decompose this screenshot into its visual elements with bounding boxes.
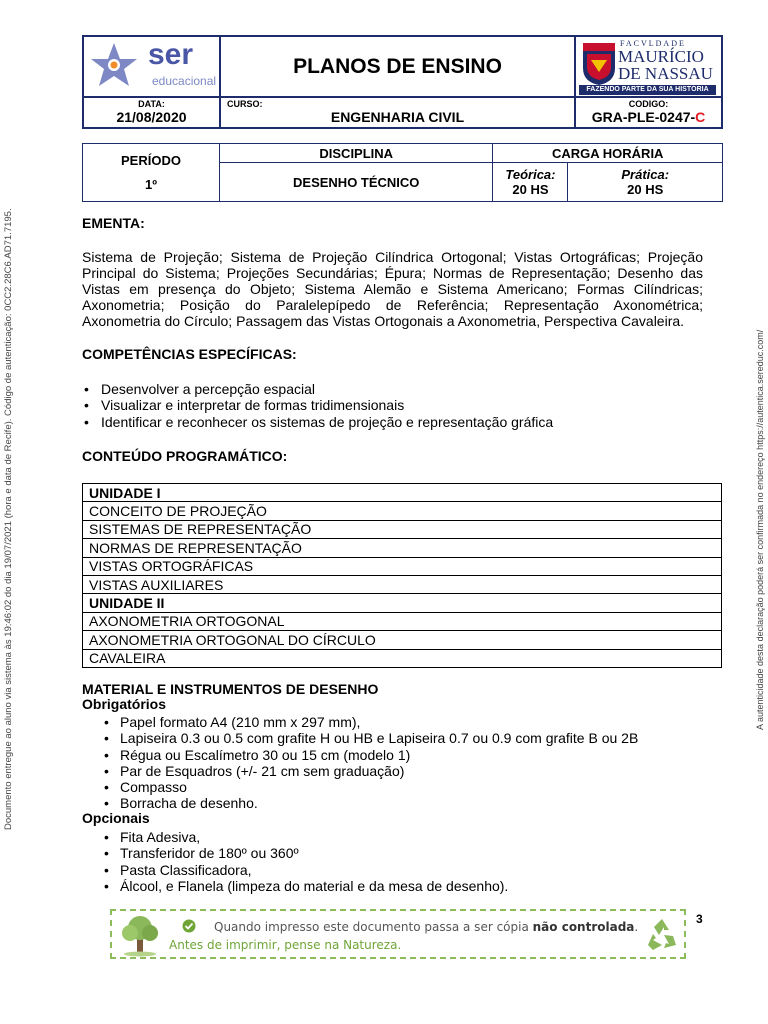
banner-text-a: Quando impresso este documento passa a ser cópia	[214, 920, 533, 934]
table-cell: AXONOMETRIA ORTOGONAL DO CÍRCULO	[83, 631, 722, 649]
faculdade-line1: MAURÍCIO	[618, 47, 704, 66]
ementa-text: Sistema de Projeção; Sistema de Projeção Cilíndrica Ortogonal; Vistas Ortográficas; Projeção Principal do Sistema; Projeções Secundárias; Épura; Normas de Representação; Desenho das Vistas em presença do Objeto; Sistema Alemão e Sistema Americano; Formas Cilíndricas; Axonometria; Posição do Paralelepípedo de Referência; Representação Axonométrica; Axonometria do Círculo; Passagem das Vistas Ortogonais a Axonometria, Perspectiva Cavaleira.	[82, 249, 703, 329]
table-row	[83, 575, 722, 593]
tree-icon	[117, 913, 163, 957]
period-value: 1º	[145, 177, 157, 192]
workload-label: CARGA HORÁRIA	[493, 144, 723, 163]
discipline-table	[82, 143, 723, 202]
table-row	[83, 539, 722, 557]
material-title: MATERIAL E INSTRUMENTOS DE DESENHO	[82, 681, 379, 697]
competencias-list	[82, 381, 553, 430]
list-item: • Visualizar e interpretar de formas tridimensionais	[82, 397, 553, 413]
table-cell: NORMAS DE REPRESENTAÇÃO	[83, 539, 722, 557]
list-item: • Borracha de desenho.	[82, 795, 638, 811]
table-cell: AXONOMETRIA ORTOGONAL	[83, 612, 722, 630]
table-cell: SISTEMAS DE REPRESENTAÇÃO	[83, 520, 722, 538]
theory-value: 20 HS	[512, 182, 549, 197]
course-label: CURSO:	[227, 99, 263, 109]
faculdade-tagline: FAZENDO PARTE DA SUA HISTÓRIA	[579, 85, 716, 95]
period-cell	[83, 144, 220, 202]
table-row	[83, 612, 722, 630]
authentication-note: Documento entregue ao aluno via sistema às 19:46:02 do dia 19/07/2021 (hora e data de Recife). Código de autenticação: 0CC2.28C6.AD71.7195.	[3, 208, 14, 830]
list-item: • Desenvolver a percepção espacial	[82, 381, 553, 397]
list-item: • Compasso	[82, 779, 638, 795]
banner-line-1	[214, 920, 638, 934]
banner-text-c: .	[634, 920, 639, 934]
list-item: • Par de Esquadros (+/- 21 cm sem graduação)	[82, 763, 638, 779]
ser-brand: ser	[148, 38, 194, 71]
practice-label: Prática:	[621, 167, 670, 182]
shield-icon	[582, 42, 616, 86]
unit-heading: UNIDADE II	[83, 594, 722, 612]
page-number: 3	[696, 912, 703, 926]
obrigatorios-list	[82, 714, 638, 812]
date-label: DATA:	[138, 99, 165, 109]
banner-line-2: Antes de imprimir, pense na Natureza.	[169, 938, 402, 952]
list-item: • Transferidor de 180º ou 360º	[82, 845, 508, 861]
check-leaf-icon	[182, 919, 196, 933]
table-row	[83, 502, 722, 520]
date-cell	[83, 97, 220, 128]
table-row	[83, 631, 722, 649]
obrigatorios-title: Obrigatórios	[82, 696, 167, 712]
ser-sub: educacional	[152, 74, 217, 88]
table-row	[83, 520, 722, 538]
unit-heading: UNIDADE I	[83, 484, 722, 502]
code-label: CODIGO:	[628, 99, 669, 109]
list-item: • Álcool, e Flanela (limpeza do material e da mesa de desenho).	[82, 878, 508, 894]
course-cell	[220, 97, 575, 128]
list-item: • Fita Adesiva,	[82, 829, 508, 845]
discipline-label: DISCIPLINA	[220, 144, 493, 163]
list-item: • Lapiseira 0.3 ou 0.5 com grafite H ou HB e Lapiseira 0.7 ou 0.9 com grafite B ou 2B	[82, 730, 638, 746]
code-cell	[575, 97, 722, 128]
discipline-value: DESENHO TÉCNICO	[220, 163, 493, 202]
faculdade-line2: DE NASSAU	[618, 64, 713, 83]
course-value: ENGENHARIA CIVIL	[330, 109, 465, 125]
eco-banner	[110, 909, 686, 959]
faculdade-top: FACVLDADE	[620, 39, 686, 48]
practice-value: 20 HS	[627, 182, 664, 197]
ser-logo	[83, 36, 220, 97]
list-item: • Identificar e reconhecer os sistemas de projeção e representação gráfica	[82, 414, 553, 430]
practice-cell	[568, 163, 723, 202]
competencias-title: COMPETÊNCIAS ESPECÍFICAS:	[82, 346, 297, 362]
table-cell: CAVALEIRA	[83, 649, 722, 667]
date-value: 21/08/2020	[116, 109, 187, 125]
table-cell: VISTAS AUXILIARES	[83, 575, 722, 593]
code-suffix: C	[695, 109, 706, 125]
table-row	[83, 594, 722, 612]
code-main: GRA-PLE-0247-	[591, 109, 696, 125]
faculdade-logo	[575, 36, 722, 97]
list-item: • Papel formato A4 (210 mm x 297 mm),	[82, 714, 638, 730]
header-table	[82, 35, 723, 129]
page-title: PLANOS DE ENSINO	[220, 36, 575, 97]
table-cell: CONCEITO DE PROJEÇÃO	[83, 502, 722, 520]
banner-text-bold: não controlada	[532, 920, 635, 934]
list-item: • Régua ou Escalímetro 30 ou 15 cm (modelo 1)	[82, 747, 638, 763]
table-row	[83, 557, 722, 575]
code-value	[576, 109, 721, 126]
theory-label: Teórica:	[505, 167, 556, 182]
conteudo-title: CONTEÚDO PROGRAMÁTICO:	[82, 448, 288, 464]
table-row	[83, 649, 722, 667]
opcionais-list	[82, 829, 508, 894]
conteudo-table	[82, 483, 722, 668]
table-cell: VISTAS ORTOGRÁFICAS	[83, 557, 722, 575]
period-label: PERÍODO	[121, 153, 181, 168]
recycle-icon	[642, 915, 682, 955]
ementa-title: EMENTA:	[82, 215, 145, 231]
list-item: • Pasta Classificadora,	[82, 862, 508, 878]
authenticity-url-note: A autenticidade desta declaração poderá ser confirmada no endereço https://autentica.sereduc.com/	[755, 329, 765, 730]
opcionais-title: Opcionais	[82, 810, 150, 826]
table-row	[83, 484, 722, 502]
theory-cell	[493, 163, 568, 202]
